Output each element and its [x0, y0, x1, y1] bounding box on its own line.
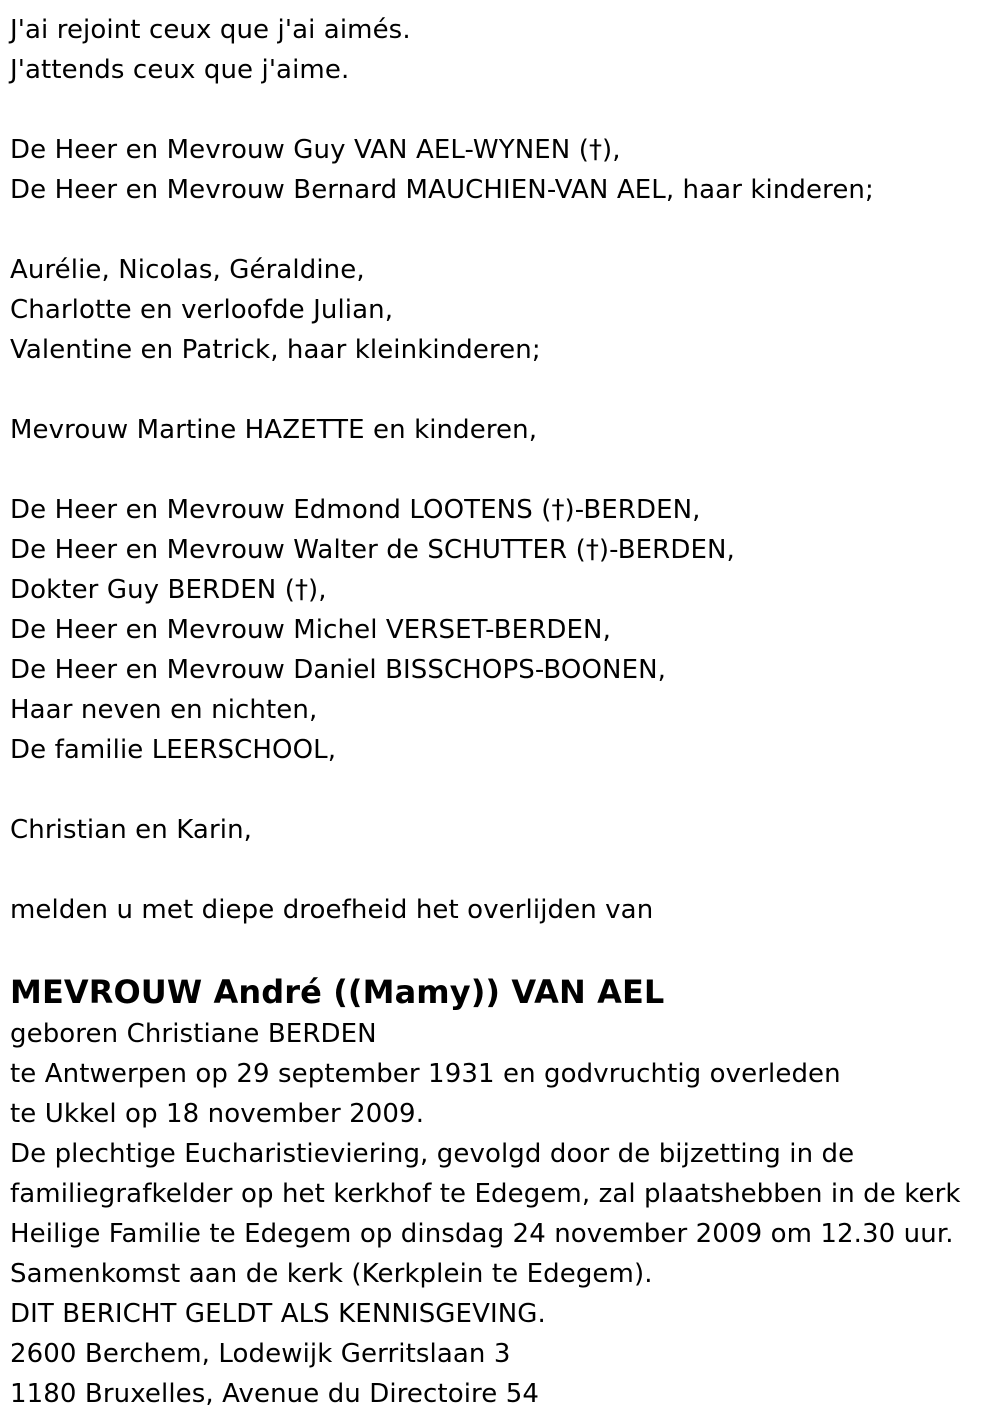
- survivor-line: Valentine en Patrick, haar kleinkinderen;: [10, 335, 541, 365]
- epigraph-line: J'attends ceux que j'aime.: [10, 55, 350, 85]
- detail-line: te Ukkel op 18 november 2009.: [10, 1099, 425, 1129]
- paragraph-spacer: [10, 370, 992, 410]
- epigraph-line: J'ai rejoint ceux que j'ai aimés.: [10, 15, 411, 45]
- survivor-line: Aurélie, Nicolas, Géraldine,: [10, 255, 365, 285]
- detail-line: familiegrafkelder op het kerkhof te Edegem, zal plaatshebben in de kerk: [10, 1179, 961, 1209]
- hazette-block: [10, 410, 992, 450]
- survivor-line: Dokter Guy BERDEN (†),: [10, 575, 327, 605]
- address-line: 2600 Berchem, Lodewijk Gerritslaan 3: [10, 1339, 511, 1369]
- announcement-line: melden u met diepe droefheid het overlijden van: [10, 895, 654, 925]
- paragraph-spacer: [10, 90, 992, 130]
- paragraph-spacer: [10, 450, 992, 490]
- paragraph-spacer: [10, 930, 992, 970]
- grandchildren-block: [10, 250, 992, 370]
- survivor-line: Christian en Karin,: [10, 815, 253, 845]
- survivor-line: De Heer en Mevrouw Daniel BISSCHOPS-BOONEN,: [10, 655, 667, 685]
- survivor-line: De Heer en Mevrouw Michel VERSET-BERDEN,: [10, 615, 611, 645]
- survivor-line: Mevrouw Martine HAZETTE en kinderen,: [10, 415, 538, 445]
- survivor-line: De Heer en Mevrouw Bernard MAUCHIEN-VAN AEL, haar kinderen;: [10, 175, 874, 205]
- announcement-block: [10, 890, 992, 930]
- survivor-line: Charlotte en verloofde Julian,: [10, 295, 394, 325]
- survivor-line: Haar neven en nichten,: [10, 695, 318, 725]
- survivor-line: De Heer en Mevrouw Edmond LOOTENS (†)-BERDEN,: [10, 495, 701, 525]
- detail-line: geboren Christiane BERDEN: [10, 1019, 377, 1049]
- paragraph-spacer: [10, 850, 992, 890]
- detail-line: Samenkomst aan de kerk (Kerkplein te Edegem).: [10, 1259, 653, 1289]
- relatives-block: [10, 490, 992, 770]
- paragraph-spacer: [10, 770, 992, 810]
- deceased-name-block: [10, 970, 992, 1014]
- paragraph-spacer: [10, 210, 992, 250]
- notice-disclaimer-line: DIT BERICHT GELDT ALS KENNISGEVING.: [10, 1299, 546, 1329]
- details-block: [10, 1014, 992, 1414]
- epigraph-block: [10, 10, 992, 90]
- detail-line: De plechtige Eucharistieviering, gevolgd door de bijzetting in de: [10, 1139, 855, 1169]
- detail-line: Heilige Familie te Edegem op dinsdag 24 november 2009 om 12.30 uur.: [10, 1219, 954, 1249]
- detail-line: te Antwerpen op 29 september 1931 en godvruchtig overleden: [10, 1059, 841, 1089]
- survivor-line: De familie LEERSCHOOL,: [10, 735, 337, 765]
- deceased-name: MEVROUW André ((Mamy)) VAN AEL: [10, 973, 665, 1011]
- survivor-line: De Heer en Mevrouw Walter de SCHUTTER (†)-BERDEN,: [10, 535, 735, 565]
- friends-block: [10, 810, 992, 850]
- survivor-line: De Heer en Mevrouw Guy VAN AEL-WYNEN (†),: [10, 135, 621, 165]
- address-line: 1180 Bruxelles, Avenue du Directoire 54: [10, 1379, 539, 1409]
- children-block: [10, 130, 992, 210]
